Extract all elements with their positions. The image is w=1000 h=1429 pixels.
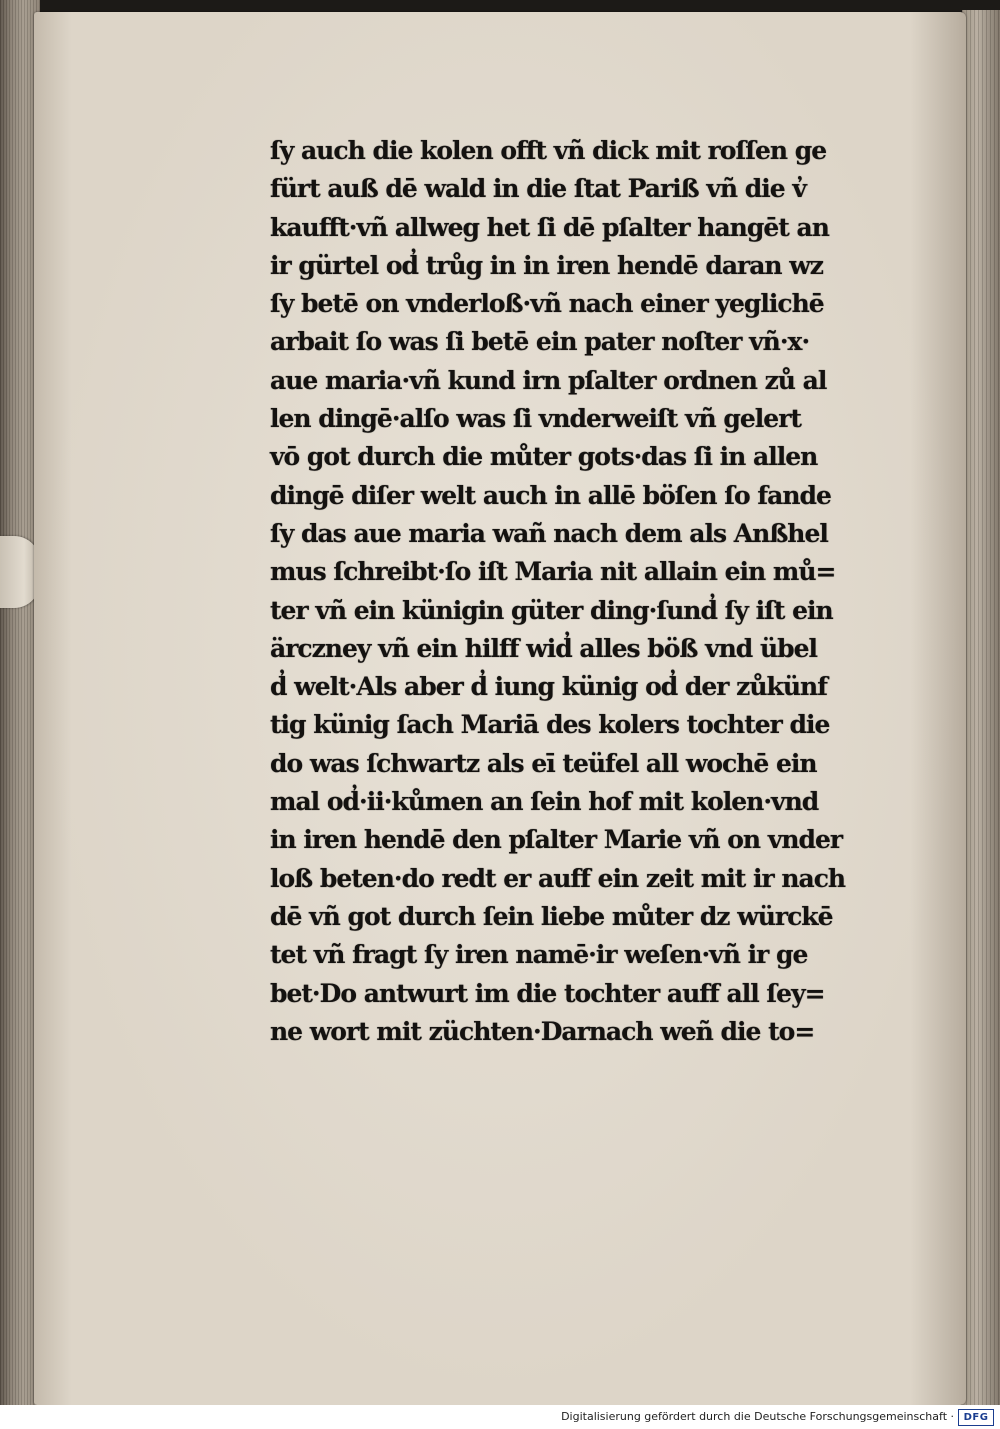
text-line: mal od̓·ii·kůmen an ſein hof mit kolen·vnd bbox=[270, 787, 819, 817]
text-line: ſy betē on vnderloß·vñ nach einer yeglichē bbox=[270, 289, 824, 319]
text-line: in iren hendē den pſalter Marie vñ on vnder bbox=[270, 825, 843, 855]
text-line: len dingē·alſo was ſi vnderweiſt vñ gelert bbox=[270, 404, 801, 434]
right-page-edges bbox=[962, 10, 1000, 1405]
digitization-credit-bar bbox=[0, 1405, 1000, 1429]
text-line: mus ſchreibt·ſo iſt Maria nit allain ein mů= bbox=[270, 557, 836, 587]
text-line: bet·Do antwurt im die tochter auff all ſey= bbox=[270, 978, 825, 1008]
dfg-logo-icon: DFG bbox=[958, 1409, 994, 1426]
digitization-credit: Digitalisierung gefördert durch die Deutsche Forschungsgemeinschaft · bbox=[561, 1410, 954, 1423]
text-line: arbait ſo was ſi betē ein pater noſter vñ·x· bbox=[270, 327, 810, 357]
page-text bbox=[270, 132, 890, 1051]
text-line: ärczney vñ ein hilff wid̓ alles böß vnd übel bbox=[270, 633, 818, 663]
text-line: ne wort mit züchten·Darnach weñ die to= bbox=[270, 1016, 815, 1046]
text-line: loß beten·do redt er auff ein zeit mit ir nach bbox=[270, 863, 846, 893]
text-line: aue maria·vñ kund irn pſalter ordnen zů al bbox=[270, 365, 827, 395]
text-line: ſy das aue maria wañ nach dem als Anßhel bbox=[270, 518, 828, 548]
text-line: tig künig ſach Mariā des kolers tochter die bbox=[270, 710, 830, 740]
text-line: dingē diſer welt auch in allē böſen ſo fande bbox=[270, 480, 831, 510]
text-line: tet vñ fragt ſy iren namē·ir weſen·vñ ir ge bbox=[270, 940, 808, 970]
text-line: dē vñ got durch ſein liebe můter dz würckē bbox=[270, 901, 833, 931]
text-line: kaufft·vñ allweg het ſi dē pſalter hangēt an bbox=[270, 212, 829, 242]
text-line: d̓ welt·Als aber d̓ iung künig od̓ der zůkünf bbox=[270, 672, 827, 702]
text-line: vō got durch die můter gots·das ſi in allen bbox=[270, 442, 818, 472]
text-line: ſy auch die kolen offt vñ dick mit roſſen ge bbox=[270, 136, 827, 165]
text-line: ir gürtel od̓ trůg in in iren hendē daran wz bbox=[270, 250, 823, 280]
text-line: ter vñ ein künigin güter ding·ſund̓ ſy iſt ein bbox=[270, 595, 833, 625]
text-line: fürt auß dē wald in die ſtat Pariß vñ die v̓ bbox=[270, 174, 806, 204]
text-line: do was ſchwartz als eī teüfel all wochē ein bbox=[270, 748, 817, 778]
